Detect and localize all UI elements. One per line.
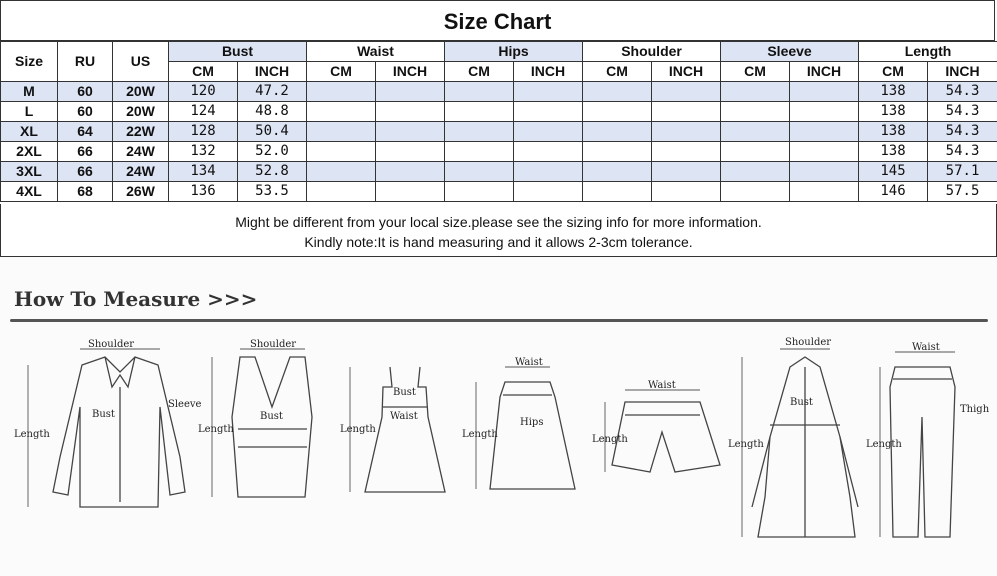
cell-empty [514, 82, 583, 102]
cell-empty [652, 182, 721, 202]
cell-empty [721, 122, 790, 142]
subheader-inch: INCH [238, 62, 307, 82]
header-sleeve: Sleeve [721, 42, 859, 62]
label-waist-dress: Waist [390, 411, 418, 422]
cell-us: 20W [113, 102, 169, 122]
cell-length-inch: 54.3 [928, 142, 997, 162]
size-chart-table [0, 41, 997, 202]
cell-ru: 68 [58, 182, 113, 202]
label-waist-pants: Waist [912, 342, 940, 353]
cell-empty [307, 82, 376, 102]
cell-size: 2XL [1, 142, 58, 162]
subheader-cm: CM [859, 62, 928, 82]
label-hips: Hips [520, 417, 544, 428]
table-row [1, 182, 997, 202]
label-length-coat: Length [728, 439, 764, 450]
cell-empty [652, 142, 721, 162]
cell-empty [514, 182, 583, 202]
subheader-inch: INCH [652, 62, 721, 82]
cell-bust-inch: 48.8 [238, 102, 307, 122]
subheader-inch: INCH [376, 62, 445, 82]
cell-bust-cm: 132 [169, 142, 238, 162]
cell-bust-inch: 53.5 [238, 182, 307, 202]
coat-icon [752, 357, 858, 537]
header-size: Size [1, 42, 58, 82]
cell-empty [445, 142, 514, 162]
header-bust: Bust [169, 42, 307, 62]
cell-ru: 60 [58, 102, 113, 122]
table-row [1, 102, 997, 122]
cell-empty [652, 82, 721, 102]
cell-empty [376, 82, 445, 102]
cell-empty [652, 102, 721, 122]
cell-ru: 66 [58, 142, 113, 162]
header-shoulder: Shoulder [583, 42, 721, 62]
cell-empty [583, 82, 652, 102]
skirt-icon [490, 382, 575, 489]
cell-bust-inch: 50.4 [238, 122, 307, 142]
cell-us: 22W [113, 122, 169, 142]
cell-empty [790, 82, 859, 102]
cell-bust-inch: 47.2 [238, 82, 307, 102]
cell-us: 24W [113, 162, 169, 182]
cell-us: 26W [113, 182, 169, 202]
cell-length-inch: 54.3 [928, 102, 997, 122]
cell-bust-cm: 120 [169, 82, 238, 102]
cell-empty [583, 122, 652, 142]
cell-empty [583, 142, 652, 162]
garment-illustrations [0, 257, 997, 576]
label-length-shorts: Length [592, 434, 628, 445]
cell-empty [652, 162, 721, 182]
cell-empty [307, 142, 376, 162]
cell-size: M [1, 82, 58, 102]
cell-size: L [1, 102, 58, 122]
note-line-1: Might be different from your local size.please see the sizing info for more information. [235, 214, 762, 230]
shorts-icon [612, 402, 720, 472]
table-row [1, 122, 997, 142]
cell-empty [307, 102, 376, 122]
cell-bust-cm: 128 [169, 122, 238, 142]
table-row [1, 142, 997, 162]
label-length-top: Length [198, 424, 234, 435]
cell-empty [445, 182, 514, 202]
cell-empty [514, 142, 583, 162]
cell-empty [721, 82, 790, 102]
cell-empty [652, 122, 721, 142]
label-length-pants: Length [866, 439, 902, 450]
label-length-skirt: Length [462, 429, 498, 440]
label-thigh: Thigh [960, 404, 990, 415]
cell-empty [790, 162, 859, 182]
tank-top-icon [232, 357, 312, 497]
label-shoulder-top: Shoulder [250, 339, 297, 350]
size-note [0, 204, 997, 257]
subheader-cm: CM [721, 62, 790, 82]
label-waist-skirt: Waist [515, 357, 543, 368]
cell-size: XL [1, 122, 58, 142]
cell-length-inch: 54.3 [928, 122, 997, 142]
cell-empty [307, 162, 376, 182]
cell-empty [445, 82, 514, 102]
subheader-inch: INCH [790, 62, 859, 82]
label-length-dress: Length [340, 424, 376, 435]
table-row [1, 162, 997, 182]
cell-bust-cm: 124 [169, 102, 238, 122]
cell-us: 24W [113, 142, 169, 162]
cell-empty [583, 102, 652, 122]
how-to-measure-section [0, 257, 997, 576]
cell-ru: 60 [58, 82, 113, 102]
label-bust-top: Bust [260, 411, 283, 422]
label-shoulder-coat: Shoulder [785, 337, 832, 348]
cell-empty [790, 102, 859, 122]
cell-size: 4XL [1, 182, 58, 202]
header-hips: Hips [445, 42, 583, 62]
cell-empty [514, 162, 583, 182]
cell-bust-inch: 52.0 [238, 142, 307, 162]
pants-icon [890, 367, 955, 537]
cell-empty [445, 162, 514, 182]
cell-empty [583, 162, 652, 182]
cell-empty [376, 102, 445, 122]
cell-empty [307, 182, 376, 202]
cell-empty [583, 182, 652, 202]
cell-empty [790, 122, 859, 142]
cell-ru: 64 [58, 122, 113, 142]
cell-empty [376, 122, 445, 142]
cell-length-inch: 54.3 [928, 82, 997, 102]
cell-empty [445, 102, 514, 122]
header-length: Length [859, 42, 997, 62]
subheader-cm: CM [169, 62, 238, 82]
header-us: US [113, 42, 169, 82]
cell-empty [445, 122, 514, 142]
subheader-cm: CM [307, 62, 376, 82]
label-sleeve: Sleeve [168, 399, 202, 410]
table-row [1, 82, 997, 102]
cell-empty [376, 142, 445, 162]
blouse-icon [53, 357, 185, 507]
header-waist: Waist [307, 42, 445, 62]
cell-empty [514, 122, 583, 142]
cell-length-inch: 57.5 [928, 182, 997, 202]
cell-empty [376, 182, 445, 202]
cell-length-cm: 145 [859, 162, 928, 182]
label-bust-coat: Bust [790, 397, 813, 408]
cell-length-cm: 138 [859, 122, 928, 142]
cell-empty [790, 142, 859, 162]
label-waist-shorts: Waist [648, 380, 676, 391]
cell-empty [721, 102, 790, 122]
label-bust-blouse: Bust [92, 409, 115, 420]
cell-bust-cm: 134 [169, 162, 238, 182]
note-line-2: Kindly note:It is hand measuring and it allows 2-3cm tolerance. [304, 234, 693, 250]
cell-length-cm: 138 [859, 142, 928, 162]
cell-size: 3XL [1, 162, 58, 182]
cell-us: 20W [113, 82, 169, 102]
cell-empty [790, 182, 859, 202]
cell-length-cm: 138 [859, 82, 928, 102]
chart-title: Size Chart [0, 0, 995, 41]
cell-ru: 66 [58, 162, 113, 182]
cell-length-inch: 57.1 [928, 162, 997, 182]
cell-length-cm: 146 [859, 182, 928, 202]
subheader-inch: INCH [928, 62, 997, 82]
cell-empty [307, 122, 376, 142]
sundress-icon [365, 367, 445, 492]
label-bust-dress: Bust [393, 387, 416, 398]
label-shoulder-blouse: Shoulder [88, 339, 135, 350]
cell-length-cm: 138 [859, 102, 928, 122]
cell-empty [721, 182, 790, 202]
cell-empty [721, 142, 790, 162]
cell-empty [721, 162, 790, 182]
subheader-inch: INCH [514, 62, 583, 82]
cell-bust-inch: 52.8 [238, 162, 307, 182]
cell-empty [514, 102, 583, 122]
header-ru: RU [58, 42, 113, 82]
subheader-cm: CM [583, 62, 652, 82]
subheader-cm: CM [445, 62, 514, 82]
cell-empty [376, 162, 445, 182]
cell-bust-cm: 136 [169, 182, 238, 202]
label-length-blouse: Length [14, 429, 50, 440]
how-to-measure-heading: How To Measure >>> [14, 287, 258, 311]
